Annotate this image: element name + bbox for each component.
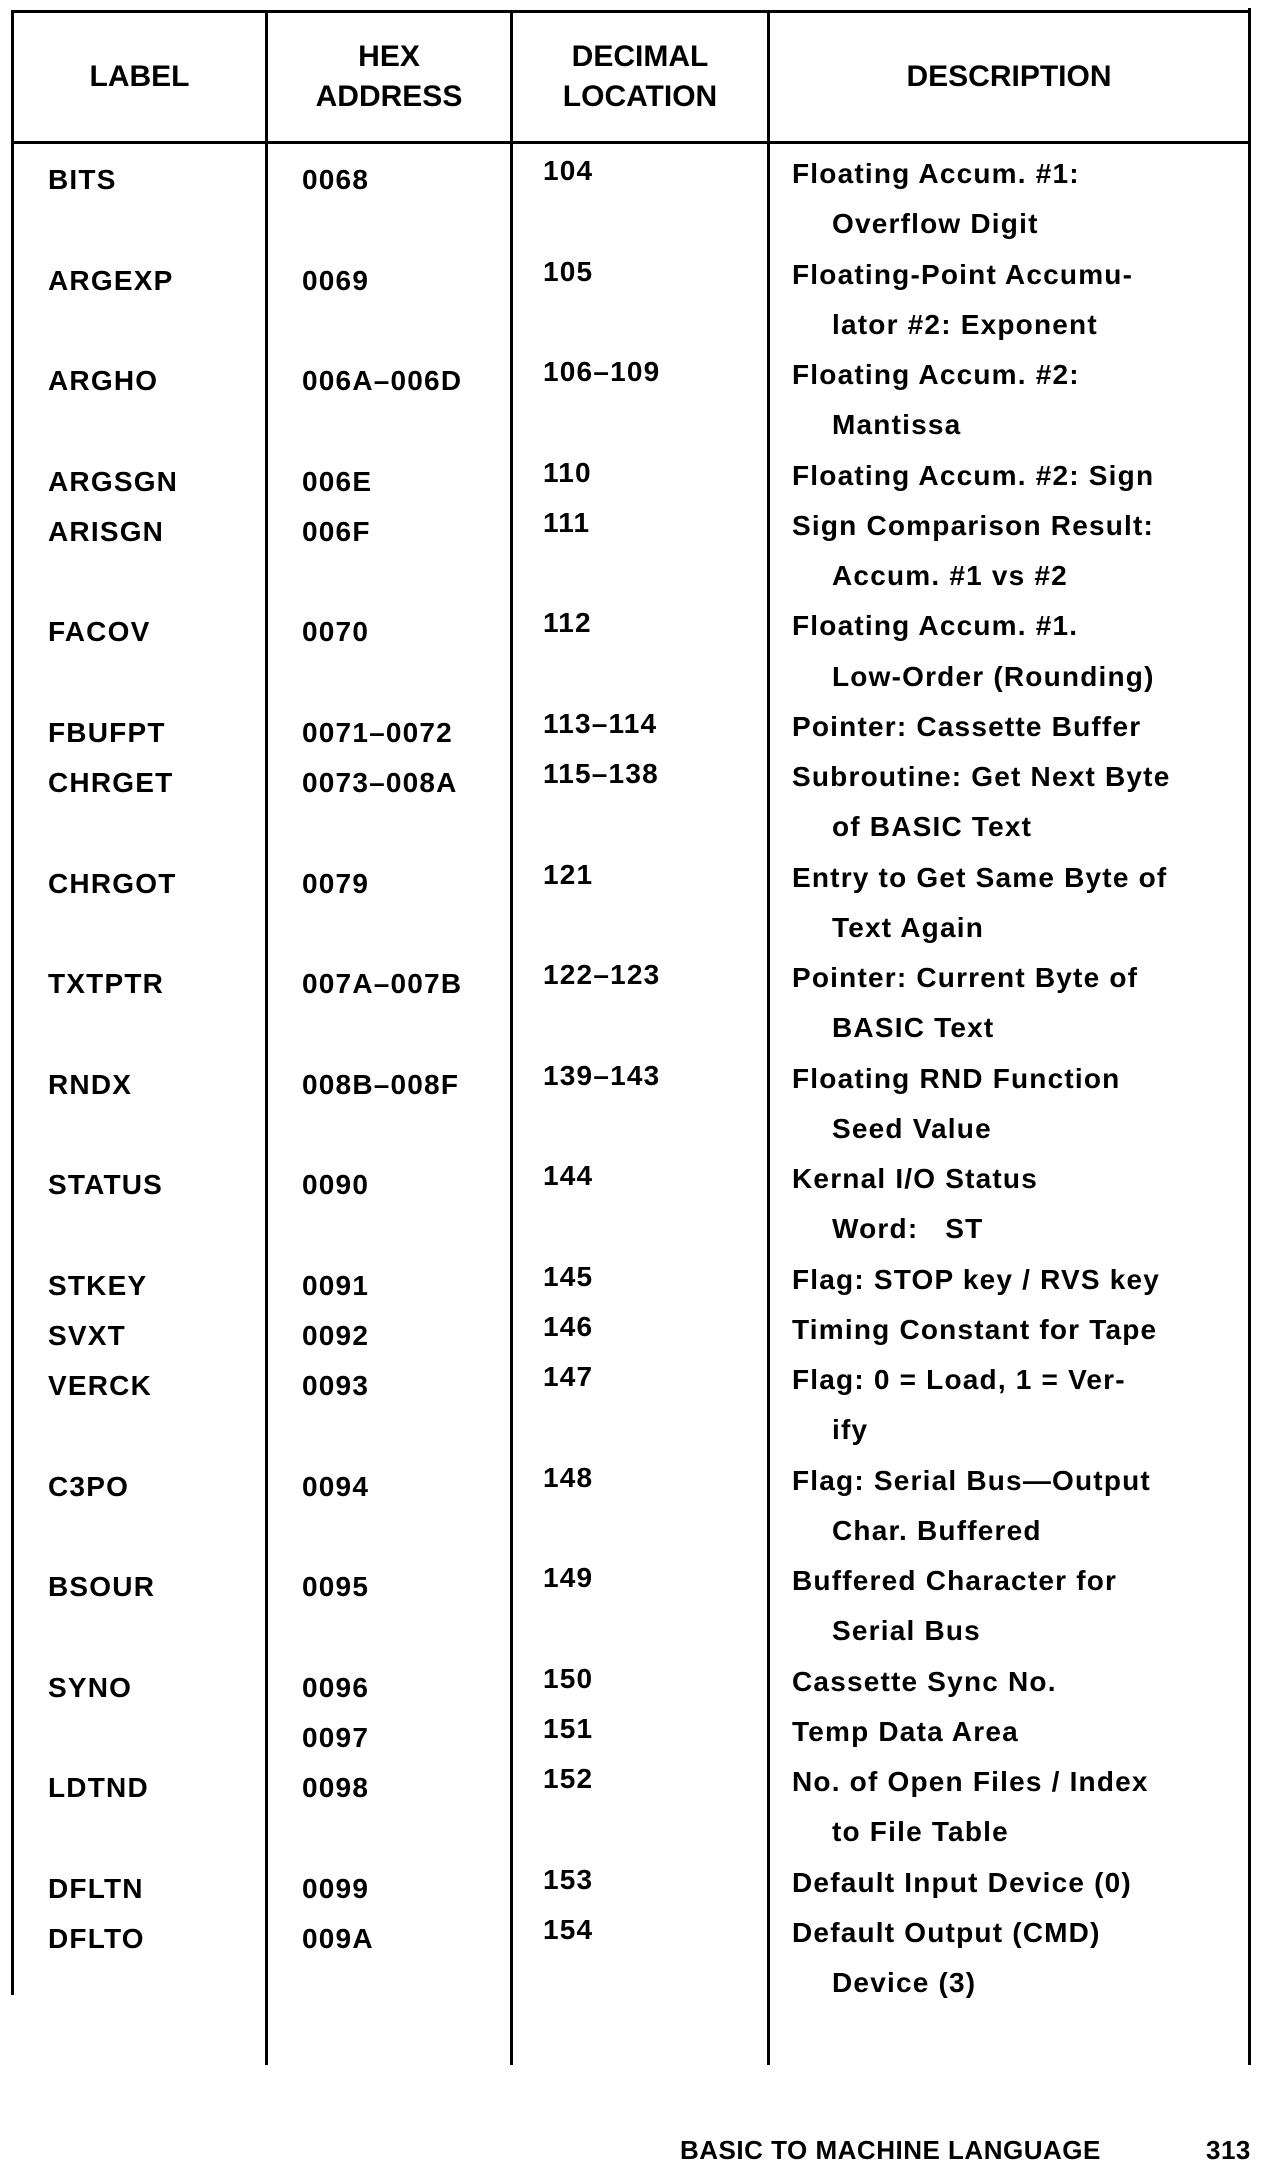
row-label: ARGEXP <box>48 264 174 296</box>
description-line: Device (3) <box>832 1967 977 1998</box>
column-header-description <box>770 12 1248 142</box>
row-label: FACOV <box>48 616 151 648</box>
table-row <box>0 1456 1268 1557</box>
row-description <box>792 752 1248 853</box>
description-line: lator #2: Exponent <box>832 308 1098 340</box>
row-decimal-location: 149 <box>543 1562 594 1593</box>
description-line: Floating RND Function <box>792 1062 1121 1094</box>
row-description <box>792 1154 1248 1255</box>
column-header-label <box>14 12 265 142</box>
row-decimal-location: 110 <box>543 456 592 488</box>
row-decimal-location: 153 <box>543 1863 594 1895</box>
description-line: Text Again <box>832 911 985 943</box>
row-decimal-location: 115–138 <box>543 758 659 789</box>
description-line: Serial Bus <box>832 1615 981 1647</box>
row-decimal-location: 112 <box>543 607 592 639</box>
row-decimal-location: 105 <box>543 255 594 287</box>
description-line: Temp Data Area <box>792 1715 1019 1747</box>
row-description <box>792 1054 1248 1155</box>
row-description <box>792 1305 1248 1355</box>
table-row <box>0 1657 1268 1707</box>
description-line: Default Input Device (0) <box>792 1866 1132 1898</box>
column-header-decimal-location <box>513 12 767 142</box>
table-row <box>0 1054 1268 1155</box>
row-decimal-location: 151 <box>543 1712 594 1744</box>
row-label: SYNO <box>48 1671 133 1703</box>
row-decimal-location: 113–114 <box>543 707 658 739</box>
row-hex-address: 0070 <box>302 616 370 648</box>
row-label: BITS <box>48 164 117 195</box>
description-line: Floating Accum. #1: <box>792 158 1080 189</box>
row-decimal-location: 150 <box>543 1662 594 1694</box>
row-hex-address: 006A–006D <box>302 365 463 396</box>
column-header-decimal-line1: DECIMAL <box>571 40 709 73</box>
description-line: Low-Order (Rounding) <box>832 660 1155 692</box>
row-hex-address: 0096 <box>302 1671 370 1703</box>
row-decimal-location: 106–109 <box>543 356 661 387</box>
description-line: Flag: 0 = Load, 1 = Ver- <box>792 1364 1126 1395</box>
row-label: CHRGET <box>48 767 174 798</box>
table-row <box>0 1355 1268 1456</box>
row-label: STATUS <box>48 1169 164 1200</box>
row-decimal-location: 111 <box>543 506 591 538</box>
row-decimal-location: 104 <box>543 155 594 186</box>
row-decimal-location: 145 <box>543 1260 594 1292</box>
row-hex-address: 007A–007B <box>302 968 463 999</box>
table-row <box>0 250 1268 351</box>
description-line: Char. Buffered <box>832 1514 1042 1546</box>
column-header-hex-line1: HEX <box>358 40 420 73</box>
description-line: Pointer: Cassette Buffer <box>792 710 1142 742</box>
row-description <box>792 853 1248 954</box>
row-description <box>792 1757 1248 1858</box>
description-line: Mantissa <box>832 409 962 441</box>
row-label: DFLTO <box>48 1922 145 1954</box>
row-hex-address: 0091 <box>302 1269 370 1301</box>
table-row <box>0 149 1268 250</box>
row-hex-address: 0097 <box>302 1721 370 1753</box>
table-row <box>0 953 1268 1054</box>
row-description <box>792 250 1248 351</box>
description-line: No. of Open Files / Index <box>792 1766 1149 1797</box>
row-description <box>792 149 1248 250</box>
row-hex-address: 006F <box>302 515 371 547</box>
row-description <box>792 1355 1248 1456</box>
description-line: Floating Accum. #2: <box>792 359 1080 390</box>
row-hex-address: 0095 <box>302 1571 370 1602</box>
row-description <box>792 501 1248 602</box>
row-label: FBUFPT <box>48 716 166 748</box>
description-line: Word: ST <box>832 1213 984 1245</box>
description-line: Flag: Serial Bus—Output <box>792 1464 1151 1496</box>
description-line: Accum. #1 vs #2 <box>832 560 1068 591</box>
row-decimal-location: 148 <box>543 1461 594 1493</box>
description-line: Floating Accum. #2: Sign <box>792 459 1155 491</box>
row-label: BSOUR <box>48 1571 156 1602</box>
row-label: C3PO <box>48 1470 130 1502</box>
page-number: 313 <box>1206 2135 1251 2165</box>
row-description <box>792 1456 1248 1557</box>
table-row <box>0 702 1268 752</box>
table-row <box>0 1556 1268 1657</box>
table-row <box>0 853 1268 954</box>
description-line: of BASIC Text <box>832 811 1033 843</box>
table-body <box>0 149 1268 2008</box>
row-hex-address: 009A <box>302 1922 374 1954</box>
row-label: LDTND <box>48 1772 149 1803</box>
row-decimal-location: 121 <box>543 858 594 890</box>
row-decimal-location: 139–143 <box>543 1059 661 1091</box>
row-description <box>792 1657 1248 1707</box>
description-line: Kernal I/O Status <box>792 1163 1039 1194</box>
row-description <box>792 1908 1248 2009</box>
table-row <box>0 601 1268 702</box>
table-row <box>0 1154 1268 1255</box>
row-label: ARGSGN <box>48 465 179 497</box>
row-description <box>792 953 1248 1054</box>
row-description <box>792 1707 1248 1757</box>
row-label: ARISGN <box>48 515 165 547</box>
row-label: SVXT <box>48 1319 126 1351</box>
row-hex-address: 0094 <box>302 1470 370 1502</box>
table-row <box>0 451 1268 501</box>
row-label: RNDX <box>48 1068 133 1100</box>
table-row <box>0 1255 1268 1305</box>
description-line: to File Table <box>832 1816 1009 1848</box>
column-header-label-text: LABEL <box>89 60 190 93</box>
row-decimal-location: 146 <box>543 1310 594 1342</box>
row-label: STKEY <box>48 1269 148 1301</box>
row-decimal-location: 147 <box>543 1361 594 1392</box>
description-line: Cassette Sync No. <box>792 1665 1057 1697</box>
table-row <box>0 1757 1268 1858</box>
row-hex-address: 0071–0072 <box>302 716 453 748</box>
table-row <box>0 501 1268 602</box>
row-description <box>792 1255 1248 1305</box>
description-line: Floating Accum. #1. <box>792 610 1079 642</box>
description-line: Sign Comparison Result: <box>792 509 1155 541</box>
row-hex-address: 0069 <box>302 264 370 296</box>
description-line: Entry to Get Same Byte of <box>792 861 1168 893</box>
row-hex-address: 0093 <box>302 1370 370 1401</box>
row-description <box>792 1556 1248 1657</box>
column-header-hex-address <box>268 12 510 142</box>
row-hex-address: 0073–008A <box>302 767 458 798</box>
row-hex-address: 0079 <box>302 867 370 899</box>
description-line: Seed Value <box>832 1112 992 1144</box>
description-line: Timing Constant for Tape <box>792 1313 1158 1345</box>
row-hex-address: 0068 <box>302 164 370 195</box>
description-line: Default Output (CMD) <box>792 1916 1101 1948</box>
description-line: Subroutine: Get Next Byte <box>792 761 1171 792</box>
table-row <box>0 1707 1268 1757</box>
table-row <box>0 1858 1268 1908</box>
column-header-description-text: DESCRIPTION <box>906 60 1112 93</box>
description-line: BASIC Text <box>832 1012 995 1044</box>
description-line: Flag: STOP key / RVS key <box>792 1263 1161 1295</box>
row-label: TXTPTR <box>48 968 165 999</box>
row-description <box>792 601 1248 702</box>
row-description <box>792 1858 1248 1908</box>
description-line: Overflow Digit <box>832 208 1039 240</box>
description-line: Buffered Character for <box>792 1565 1118 1596</box>
row-decimal-location: 144 <box>543 1160 594 1191</box>
column-header-decimal-line2: LOCATION <box>562 80 718 113</box>
row-label: CHRGOT <box>48 867 177 899</box>
table-row <box>0 350 1268 451</box>
description-line: Floating-Point Accumu- <box>792 258 1134 290</box>
row-hex-address: 006E <box>302 465 373 497</box>
row-hex-address: 008B–008F <box>302 1068 460 1100</box>
row-hex-address: 0090 <box>302 1169 370 1200</box>
row-hex-address: 0099 <box>302 1872 370 1904</box>
column-header-hex-line2: ADDRESS <box>315 80 463 113</box>
table-row <box>0 1305 1268 1355</box>
table-row <box>0 752 1268 853</box>
row-label: ARGHO <box>48 365 159 396</box>
row-label: VERCK <box>48 1370 153 1401</box>
row-hex-address: 0098 <box>302 1772 370 1803</box>
row-label: DFLTN <box>48 1872 144 1904</box>
running-title: BASIC TO MACHINE LANGUAGE <box>680 2135 1101 2165</box>
row-decimal-location: 152 <box>543 1763 594 1794</box>
row-decimal-location: 122–123 <box>543 959 661 990</box>
row-description <box>792 451 1248 501</box>
table-row <box>0 1908 1268 2009</box>
description-line: ify <box>832 1414 869 1446</box>
row-description <box>792 702 1248 752</box>
row-hex-address: 0092 <box>302 1319 370 1351</box>
row-description <box>792 350 1248 451</box>
row-decimal-location: 154 <box>543 1913 594 1945</box>
description-line: Pointer: Current Byte of <box>792 962 1139 993</box>
